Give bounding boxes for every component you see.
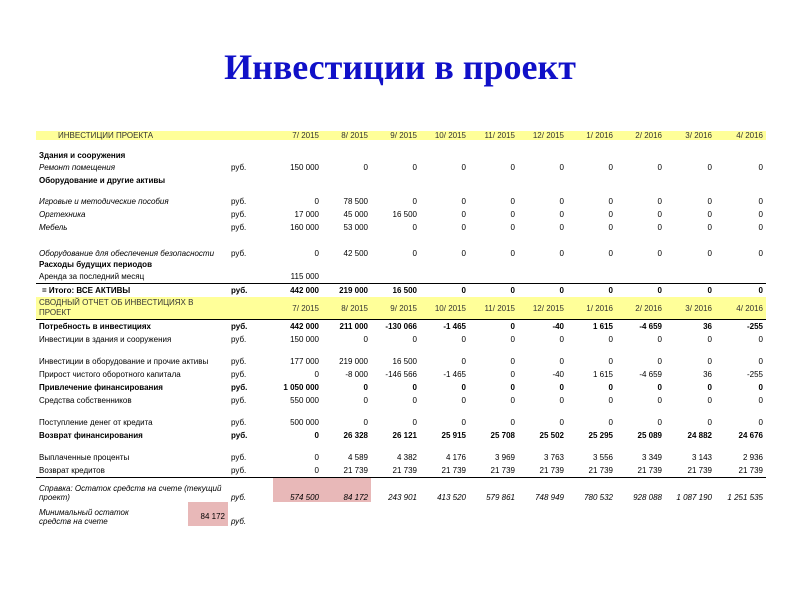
header-row-summary: [36, 297, 766, 320]
row-value: 0: [707, 418, 712, 427]
header-summary-label: СВОДНЫЙ ОТЧЕТ ОБ ИНВЕСТИЦИЯХ В ПРОЕКТ: [36, 297, 228, 320]
table-row: [36, 381, 766, 394]
table-row: [36, 464, 766, 478]
row-label: Возврат финансирования: [39, 431, 143, 440]
row-value: 0: [707, 197, 712, 206]
row-unit: руб.: [231, 418, 247, 427]
row-value: 0: [314, 249, 319, 258]
row-value: 17 000: [294, 210, 319, 219]
row-label: Поступление денег от кредита: [39, 418, 153, 427]
row-value: 0: [608, 163, 613, 172]
row-value: 25 708: [490, 431, 515, 440]
row-value: 42 500: [343, 249, 368, 258]
row-value: 0: [657, 335, 662, 344]
row-label: Инвестиции в оборудование и прочие активы: [39, 357, 209, 366]
row-value: 442 000: [273, 320, 322, 334]
row-value: 1 615: [592, 370, 613, 379]
empty-cell: [273, 502, 766, 526]
row-value: 0: [758, 335, 763, 344]
row-value: 26 121: [392, 431, 417, 440]
row-unit: руб.: [231, 197, 247, 206]
row-value: 0: [559, 210, 564, 219]
row-value: 3 969: [494, 453, 515, 462]
row-value: 1 615: [567, 320, 616, 334]
row-value: -1 465: [443, 370, 466, 379]
row-value: 0: [608, 210, 613, 219]
header-month: 9/ 2015: [371, 131, 420, 140]
table-row: [36, 221, 766, 234]
row-value: 0: [665, 284, 715, 298]
row-value: 24 676: [738, 431, 763, 440]
row-unit: руб.: [231, 493, 247, 502]
row-value: -4 659: [616, 320, 665, 334]
row-value: -40: [552, 370, 564, 379]
row-value: 0: [363, 335, 368, 344]
row-value: 550 000: [290, 396, 319, 405]
row-value: 2 936: [742, 453, 763, 462]
section-future-expenses: [36, 258, 766, 270]
row-value: 0: [707, 383, 712, 392]
row-unit: руб.: [231, 357, 247, 366]
row-unit: руб.: [231, 223, 247, 232]
row-value: 0: [314, 197, 319, 206]
row-value: 0: [608, 418, 613, 427]
row-value: 0: [559, 396, 564, 405]
row-value: -255: [715, 320, 766, 334]
row-value: 21 739: [420, 464, 469, 478]
row-value: 21 739: [518, 464, 567, 478]
row-value: 0: [412, 383, 417, 392]
table-row: [36, 429, 766, 442]
row-value: 0: [510, 370, 515, 379]
row-unit: руб.: [231, 210, 247, 219]
table-row: [36, 355, 766, 368]
row-value: 0: [461, 223, 466, 232]
row-value: 574 500: [273, 478, 322, 503]
header-month: 7/ 2015: [273, 297, 322, 320]
spacer-row: [36, 346, 766, 355]
row-value: 45 000: [343, 210, 368, 219]
row-value: 0: [559, 223, 564, 232]
table-row: [36, 234, 766, 258]
row-label: Выплаченные проценты: [39, 453, 130, 462]
header-unit-cell: [228, 297, 273, 320]
row-value: 21 739: [665, 464, 715, 478]
header-unit-cell: [228, 131, 273, 140]
row-label: Средства собственников: [39, 396, 132, 405]
row-value: 25 915: [441, 431, 466, 440]
row-value: 0: [469, 284, 518, 298]
row-value: 0: [707, 357, 712, 366]
row-label: Ремонт помещения: [39, 163, 115, 172]
row-value: 25 089: [637, 431, 662, 440]
row-value: 0: [363, 383, 368, 392]
table-row: [36, 368, 766, 381]
row-value: 0: [657, 396, 662, 405]
row-unit: руб.: [231, 383, 248, 392]
row-value: 0: [461, 396, 466, 405]
row-value: 0: [461, 249, 466, 258]
row-unit: руб.: [231, 370, 247, 379]
row-value: 3 763: [543, 453, 564, 462]
row-value: 0: [657, 249, 662, 258]
row-value: 579 861: [486, 493, 515, 502]
spacer-row: [36, 407, 766, 416]
row-value: [518, 270, 567, 284]
min-balance-text: Минимальный остаток средств на счете: [39, 508, 129, 526]
row-value: 0: [657, 418, 662, 427]
row-value: 25 502: [539, 431, 564, 440]
row-value: 0: [510, 357, 515, 366]
spacer-row: [36, 186, 766, 195]
row-value: 0: [412, 223, 417, 232]
row-value: 3 556: [592, 453, 613, 462]
min-balance-value: 84 172: [188, 502, 228, 526]
header-investments-label: ИНВЕСТИЦИИ ПРОЕКТА: [36, 131, 228, 140]
row-value: 21 739: [322, 464, 371, 478]
row-value: [371, 270, 420, 284]
row-value: 0: [412, 163, 417, 172]
header-month: 3/ 2016: [665, 131, 715, 140]
row-value: 0: [510, 163, 515, 172]
section-label: Оборудование и другие активы: [39, 175, 166, 185]
row-value: 3 143: [691, 453, 712, 462]
row-label: Потребность в инвестициях: [36, 320, 228, 334]
row-value: 0: [461, 163, 466, 172]
row-value: 3 349: [641, 453, 662, 462]
row-label: Привлечение финансирования: [39, 383, 163, 392]
section-buildings: [36, 149, 766, 161]
row-value: 0: [461, 210, 466, 219]
table-row: [36, 451, 766, 464]
row-value: 0: [314, 431, 319, 440]
row-value: 36: [703, 370, 712, 379]
row-value: 219 000: [339, 357, 368, 366]
header-month: 1/ 2016: [567, 131, 616, 140]
row-value: 0: [758, 210, 763, 219]
row-value: 0: [412, 249, 417, 258]
row-value: 0: [758, 418, 763, 427]
row-value: 115 000: [290, 272, 319, 281]
spacer-row: [36, 442, 766, 451]
row-value: -255: [746, 370, 763, 379]
balance-row: [36, 478, 766, 503]
row-value: 0: [707, 210, 712, 219]
row-value: 0: [510, 383, 515, 392]
row-value: 4 382: [396, 453, 417, 462]
row-value: 0: [657, 197, 662, 206]
row-value: 16 500: [371, 284, 420, 298]
row-value: 0: [412, 197, 417, 206]
row-value: 0: [608, 396, 613, 405]
table-row: [36, 320, 766, 334]
row-label: Возврат кредитов: [36, 464, 228, 478]
row-value: 0: [758, 383, 763, 392]
row-unit: руб.: [231, 453, 247, 462]
table-body: [36, 131, 766, 526]
row-value: 0: [608, 357, 613, 366]
row-value: [616, 270, 665, 284]
table-row: [36, 394, 766, 407]
row-label: Оборудование для обеспечения безопасности: [39, 249, 215, 258]
table-row: [36, 208, 766, 221]
row-label: Справка: Остаток средств на счете (текущий проект): [39, 484, 222, 502]
row-value: 0: [510, 249, 515, 258]
row-value: -1 465: [420, 320, 469, 334]
header-month: 8/ 2015: [322, 297, 371, 320]
min-balance-label: [36, 502, 228, 526]
header-month: 11/ 2015: [469, 131, 518, 140]
row-label: = Итого: ВСЕ АКТИВЫ: [36, 284, 228, 298]
header-month: 12/ 2015: [518, 297, 567, 320]
row-label: Оргтехника: [39, 210, 86, 219]
table-row: [36, 161, 766, 174]
row-value: 25 295: [588, 431, 613, 440]
row-value: 0: [559, 418, 564, 427]
row-value: 177 000: [290, 357, 319, 366]
row-value: 0: [461, 335, 466, 344]
row-value: 78 500: [343, 197, 368, 206]
min-balance-row: [36, 502, 766, 526]
row-unit: руб.: [231, 249, 247, 258]
row-unit: руб.: [228, 320, 273, 334]
row-value: 0: [469, 320, 518, 334]
row-value: 0: [657, 383, 662, 392]
row-value: 0: [758, 396, 763, 405]
row-unit: руб.: [231, 517, 247, 526]
header-month: 9/ 2015: [371, 297, 420, 320]
row-value: 0: [273, 464, 322, 478]
row-value: 0: [363, 418, 368, 427]
row-value: -146 566: [385, 370, 417, 379]
row-label: Мебель: [39, 223, 68, 232]
row-value: [420, 270, 469, 284]
row-value: 0: [420, 284, 469, 298]
section-label: Расходы будущих периодов: [39, 259, 152, 269]
header-month: 2/ 2016: [616, 297, 665, 320]
row-value: 21 739: [616, 464, 665, 478]
row-value: 413 520: [437, 493, 466, 502]
row-value: 84 172: [322, 478, 371, 503]
header-month: 2/ 2016: [616, 131, 665, 140]
row-value: 0: [559, 249, 564, 258]
row-value: 0: [461, 357, 466, 366]
table-row: [36, 270, 766, 284]
row-value: 4 589: [347, 453, 368, 462]
header-month: 1/ 2016: [567, 297, 616, 320]
header-month: 10/ 2015: [420, 131, 469, 140]
header-month: 12/ 2015: [518, 131, 567, 140]
row-value: 0: [758, 249, 763, 258]
row-value: 0: [715, 284, 766, 298]
row-value: -130 066: [371, 320, 420, 334]
row-value: 150 000: [290, 163, 319, 172]
row-value: 0: [363, 396, 368, 405]
row-value: 1 087 190: [676, 493, 712, 502]
row-value: 0: [510, 210, 515, 219]
row-value: -40: [518, 320, 567, 334]
header-month: 4/ 2016: [715, 297, 766, 320]
spacer-row: [36, 140, 766, 149]
row-value: 0: [608, 335, 613, 344]
row-value: 0: [707, 396, 712, 405]
table-row: [36, 333, 766, 346]
row-value: 928 088: [633, 493, 662, 502]
row-value: 0: [657, 163, 662, 172]
row-value: 0: [461, 383, 466, 392]
row-value: 0: [412, 396, 417, 405]
header-month: 11/ 2015: [469, 297, 518, 320]
row-value: 150 000: [290, 335, 319, 344]
header-month: 10/ 2015: [420, 297, 469, 320]
row-value: 1 050 000: [283, 383, 319, 392]
row-value: 0: [461, 418, 466, 427]
row-value: 0: [758, 357, 763, 366]
header-month: 3/ 2016: [665, 297, 715, 320]
row-value: 24 882: [687, 431, 712, 440]
row-value: 0: [510, 335, 515, 344]
row-value: 748 949: [535, 493, 564, 502]
row-value: [469, 270, 518, 284]
row-value: 0: [314, 453, 319, 462]
row-value: 0: [707, 223, 712, 232]
row-value: 0: [567, 284, 616, 298]
table-row: [36, 416, 766, 429]
row-value: 53 000: [343, 223, 368, 232]
row-value: 1 251 535: [727, 493, 763, 502]
page-title: Инвестиции в проект: [224, 47, 576, 87]
row-value: [715, 270, 766, 284]
row-value: 0: [559, 357, 564, 366]
row-value: 16 500: [392, 210, 417, 219]
row-value: 0: [707, 335, 712, 344]
row-value: 0: [363, 163, 368, 172]
total-row: [36, 284, 766, 298]
row-value: 0: [412, 335, 417, 344]
row-value: 0: [657, 210, 662, 219]
row-value: 0: [608, 223, 613, 232]
row-value: 0: [616, 284, 665, 298]
row-label: Аренда за последний месяц: [39, 272, 145, 281]
row-value: 0: [758, 223, 763, 232]
row-value: [567, 270, 616, 284]
table-row: [36, 195, 766, 208]
row-value: 16 500: [392, 357, 417, 366]
row-value: [322, 270, 371, 284]
row-label: Инвестиции в здания и сооружения: [39, 335, 172, 344]
row-value: 0: [412, 418, 417, 427]
row-label: Прирост чистого оборотного капитала: [39, 370, 181, 379]
row-value: 0: [510, 223, 515, 232]
row-value: 21 739: [715, 464, 766, 478]
header-month: 7/ 2015: [273, 131, 322, 140]
row-value: 36: [665, 320, 715, 334]
row-value: 0: [657, 357, 662, 366]
row-value: 4 176: [445, 453, 466, 462]
row-value: 0: [518, 284, 567, 298]
row-value: 160 000: [290, 223, 319, 232]
row-value: 0: [707, 249, 712, 258]
row-label: Игровые и методические пособия: [39, 197, 169, 206]
investment-table: [36, 131, 766, 526]
row-unit: руб.: [231, 396, 247, 405]
row-value: 211 000: [322, 320, 371, 334]
row-value: -8 000: [345, 370, 368, 379]
row-value: 0: [559, 197, 564, 206]
row-value: 0: [559, 383, 564, 392]
row-value: 0: [707, 163, 712, 172]
row-value: 0: [510, 418, 515, 427]
section-label: Здания и сооружения: [39, 150, 126, 160]
row-value: 0: [758, 197, 763, 206]
header-month: 4/ 2016: [715, 131, 766, 140]
row-value: 0: [461, 197, 466, 206]
row-value: 0: [314, 370, 319, 379]
row-value: -4 659: [639, 370, 662, 379]
row-value: 0: [608, 197, 613, 206]
row-value: 500 000: [290, 418, 319, 427]
row-value: 0: [559, 163, 564, 172]
row-value: 0: [559, 335, 564, 344]
row-value: 26 328: [343, 431, 368, 440]
section-equipment: [36, 174, 766, 186]
row-unit: [228, 270, 273, 284]
row-value: [665, 270, 715, 284]
row-unit: руб.: [228, 464, 273, 478]
row-value: 21 739: [567, 464, 616, 478]
row-value: 243 901: [388, 493, 417, 502]
row-unit: руб.: [231, 163, 247, 172]
row-value: 0: [657, 223, 662, 232]
row-value: 780 532: [584, 493, 613, 502]
row-value: 0: [510, 396, 515, 405]
row-value: 21 739: [469, 464, 518, 478]
row-value: 442 000: [273, 284, 322, 298]
row-value: 0: [510, 197, 515, 206]
row-unit: руб.: [228, 284, 273, 298]
header-row-investments: [36, 131, 766, 140]
header-month: 8/ 2015: [322, 131, 371, 140]
row-value: 21 739: [371, 464, 420, 478]
row-value: 0: [608, 249, 613, 258]
row-value: 0: [758, 163, 763, 172]
row-value: 0: [608, 383, 613, 392]
row-value: 219 000: [322, 284, 371, 298]
row-unit: руб.: [231, 335, 247, 344]
row-unit: руб.: [231, 431, 248, 440]
